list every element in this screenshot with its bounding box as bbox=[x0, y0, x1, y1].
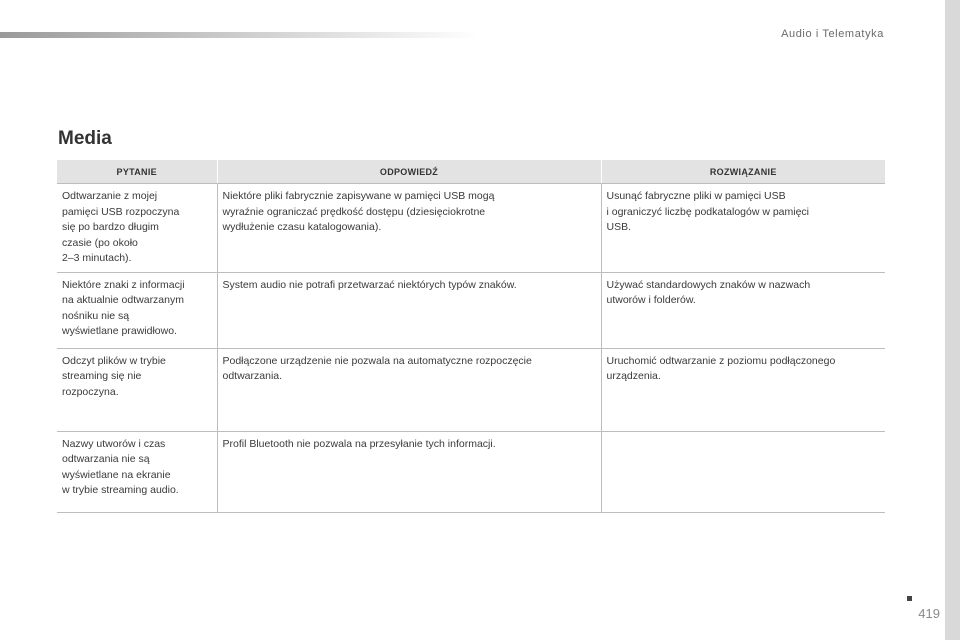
answer-cell bbox=[217, 184, 601, 273]
page-marker-square bbox=[907, 596, 912, 601]
question-text: Odczyt plików w trybie streaming się nie rozpoczyna. bbox=[62, 354, 166, 398]
table-row bbox=[57, 431, 885, 512]
page-edge-strip bbox=[945, 0, 960, 640]
solution-cell bbox=[601, 348, 885, 431]
table-row bbox=[57, 348, 885, 431]
answer-cell bbox=[217, 431, 601, 512]
question-text: Nazwy utworów i czas odtwarzania nie są wyświetlane na ekranie w trybie streaming audio. bbox=[62, 437, 179, 496]
answer-text: Podłączone urządzenie nie pozwala na automatyczne rozpoczęcie odtwarzania. bbox=[222, 354, 532, 382]
header-title: Audio i Telematyka bbox=[781, 28, 884, 40]
question-cell bbox=[57, 272, 217, 348]
question-text: Odtwarzanie z mojej pamięci USB rozpoczyna się po bardzo długim czasie (po około 2–3 minutach). bbox=[62, 190, 180, 264]
section-title: Media bbox=[58, 128, 112, 149]
solution-text: Uruchomić odtwarzanie z poziomu podłączonego urządzenia. bbox=[606, 354, 836, 382]
question-cell bbox=[57, 348, 217, 431]
solution-text: Usunąć fabryczne pliki w pamięci USB i ograniczyć liczbę podkatalogów w pamięci USB. bbox=[606, 190, 810, 233]
solution-cell bbox=[601, 431, 885, 512]
column-header-solution: ROZWIĄZANIE bbox=[601, 160, 885, 184]
table-row bbox=[57, 184, 885, 273]
faq-table bbox=[57, 160, 885, 513]
header-gradient-bar bbox=[0, 32, 480, 38]
table-row bbox=[57, 272, 885, 348]
column-header-question: PYTANIE bbox=[57, 160, 217, 184]
question-text: Niektóre znaki z informacji na aktualnie odtwarzanym nośniku nie są wyświetlane prawidłowo. bbox=[62, 278, 185, 337]
solution-text: Używać standardowych znaków w nazwach utworów i folderów. bbox=[606, 278, 811, 306]
table-header-row bbox=[57, 160, 885, 184]
answer-text: Niektóre pliki fabrycznie zapisywane w pamięci USB mogą wyraźnie ograniczać prędkość dostępu (dziesięciokrotne wydłużenie czasu katalogowania). bbox=[222, 190, 495, 233]
answer-cell bbox=[217, 348, 601, 431]
solution-cell bbox=[601, 184, 885, 273]
question-cell bbox=[57, 184, 217, 273]
answer-text: Profil Bluetooth nie pozwala na przesyłanie tych informacji. bbox=[222, 437, 496, 450]
answer-text: System audio nie potrafi przetwarzać niektórych typów znaków. bbox=[222, 278, 517, 291]
question-cell bbox=[57, 431, 217, 512]
solution-cell bbox=[601, 272, 885, 348]
answer-cell bbox=[217, 272, 601, 348]
page-number: 419 bbox=[918, 606, 940, 621]
column-header-answer: ODPOWIEDŹ bbox=[217, 160, 601, 184]
